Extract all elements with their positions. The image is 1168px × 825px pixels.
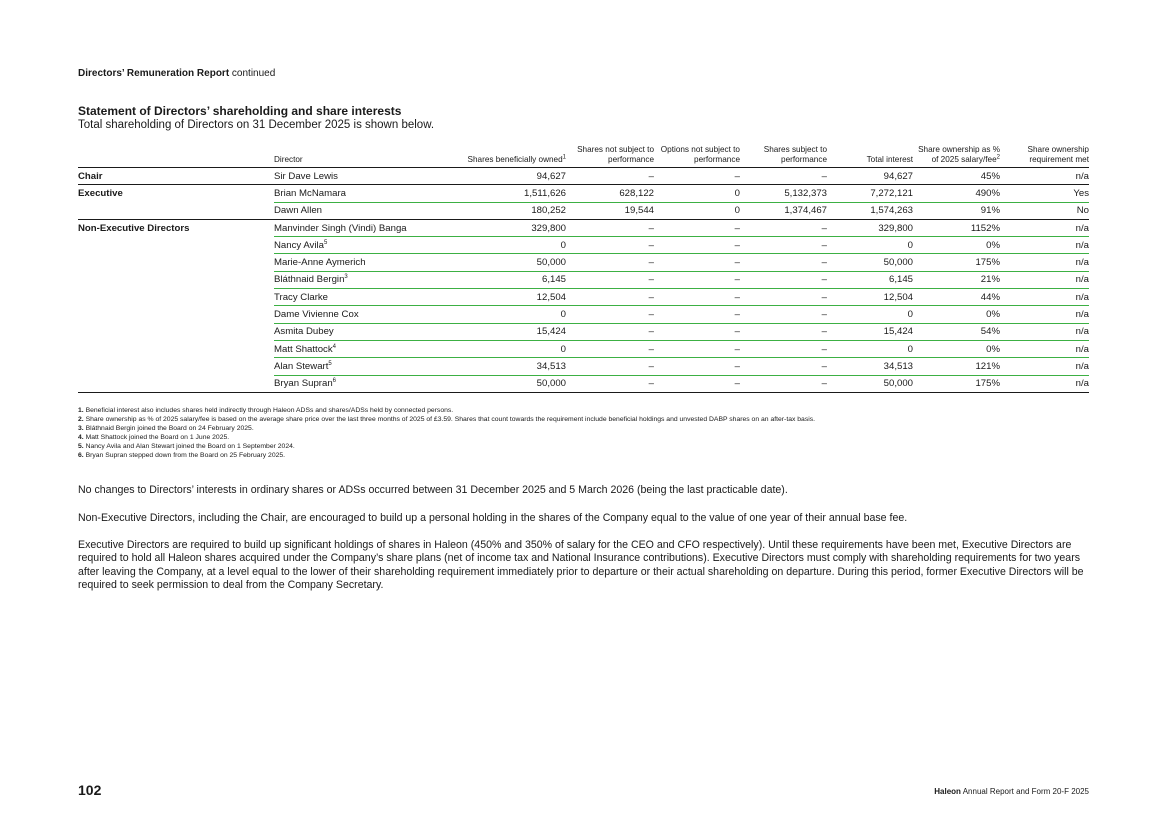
director-name-cell xyxy=(274,219,434,236)
director-name: Marie-Anne Aymerich xyxy=(274,257,366,269)
director-name: Tracy Clarke xyxy=(274,291,329,303)
section-continued: continued xyxy=(229,68,276,79)
beneficial-cell: 50,000 xyxy=(434,254,566,271)
category-cell: Non-Executive Directors xyxy=(78,222,190,234)
col-pct xyxy=(913,136,1000,168)
footnote-number: 1. xyxy=(78,407,84,414)
category-cell xyxy=(78,271,274,288)
pct-cell: 45% xyxy=(913,168,1000,185)
category-cell xyxy=(78,340,274,357)
subject-cell: – xyxy=(740,289,827,306)
director-name-cell xyxy=(274,358,434,375)
director-name: Brian McNamara xyxy=(274,187,346,199)
subject-cell: – xyxy=(740,358,827,375)
director-name: Matt Shattock xyxy=(274,343,333,355)
total-cell: 34,513 xyxy=(827,358,913,375)
total-cell: 0 xyxy=(827,237,913,254)
paragraph-1: No changes to Directors’ interests in ordinary shares or ADSs occurred between 31 December 2025 and 5 March 2026 (being the last practicable date). xyxy=(78,484,788,496)
director-name-cell xyxy=(274,375,434,392)
total-cell: 6,145 xyxy=(827,271,913,288)
category-cell: Executive xyxy=(78,188,123,200)
not-subject-cell: – xyxy=(566,271,654,288)
not-subject-cell: – xyxy=(566,219,654,236)
page-number: 102 xyxy=(78,782,102,798)
footnote xyxy=(78,406,815,415)
footnote-text: Matt Shattock joined the Board on 1 June 2025. xyxy=(85,434,230,442)
col-category xyxy=(78,136,274,168)
footer-brand: Haleon xyxy=(934,787,961,796)
met-cell: n/a xyxy=(1000,323,1089,340)
met-cell: n/a xyxy=(1000,254,1089,271)
table-row xyxy=(78,168,1089,185)
director-name-cell xyxy=(274,185,434,202)
pct-cell: 21% xyxy=(913,271,1000,288)
pct-cell: 175% xyxy=(913,375,1000,392)
footnote xyxy=(78,424,815,433)
not-subject-cell: – xyxy=(566,289,654,306)
subject-cell: – xyxy=(740,271,827,288)
beneficial-cell: 94,627 xyxy=(434,168,566,185)
beneficial-cell: 34,513 xyxy=(434,358,566,375)
not-subject-cell: – xyxy=(566,306,654,323)
table-row xyxy=(78,306,1089,323)
beneficial-cell: 12,504 xyxy=(434,289,566,306)
director-name-cell xyxy=(274,271,434,288)
total-cell: 50,000 xyxy=(827,254,913,271)
pct-cell: 0% xyxy=(913,306,1000,323)
met-cell: n/a xyxy=(1000,306,1089,323)
options-cell: – xyxy=(654,237,740,254)
total-cell: 50,000 xyxy=(827,375,913,392)
options-cell: 0 xyxy=(654,185,740,202)
director-name: Sir Dave Lewis xyxy=(274,170,338,182)
director-name-cell xyxy=(274,289,434,306)
pct-cell: 0% xyxy=(913,237,1000,254)
col-subject: Shares subject to performance xyxy=(763,145,827,164)
subject-cell: 1,374,467 xyxy=(740,202,827,219)
table-row xyxy=(78,375,1089,392)
footnote-number: 4. xyxy=(78,434,84,442)
footnote-text: Share ownership as % of 2025 salary/fee is based on the average share price over the last three months of 2025 of £3.59. Shares that count towards the requirement include beneficial holdings and unvested DABP shares on an after-tax basis. xyxy=(85,416,816,424)
subject-cell: – xyxy=(740,219,827,236)
table-body xyxy=(78,168,1089,393)
footnote-number: 3. xyxy=(78,425,84,433)
met-cell: n/a xyxy=(1000,358,1089,375)
options-cell: – xyxy=(654,254,740,271)
director-name-cell xyxy=(274,254,434,271)
pct-cell: 175% xyxy=(913,254,1000,271)
met-cell: n/a xyxy=(1000,271,1089,288)
footnote-ref: 1 xyxy=(562,153,566,160)
met-cell: n/a xyxy=(1000,219,1089,236)
met-cell: No xyxy=(1000,202,1089,219)
beneficial-cell: 0 xyxy=(434,340,566,357)
beneficial-cell: 0 xyxy=(434,237,566,254)
table-row xyxy=(78,289,1089,306)
subject-cell: – xyxy=(740,375,827,392)
footnote-ref: 2 xyxy=(996,153,1000,160)
category-cell xyxy=(78,323,274,340)
footnotes xyxy=(78,406,815,461)
beneficial-cell: 329,800 xyxy=(434,219,566,236)
paragraph-3: Executive Directors are required to build up significant holdings of shares in Haleon (450% and 350% of salary for the CEO and CFO respectively). Until these requirements have been met, Executive Directors are required to hold all Haleon shares acquired under the Company’s share plans (net of income tax and National Insurance contributions). Executive Directors must comply with shareholding requirements for two years after leaving the Company, at a level equal to the lower of their shareholding requirement immediately prior to departure or their actual shareholding on departure. During this period, former Executive Directors will be required to seek permission to deal from the Company Secretary. xyxy=(78,539,1084,592)
met-cell: n/a xyxy=(1000,340,1089,357)
director-name: Dawn Allen xyxy=(274,205,322,217)
footnote xyxy=(78,433,815,442)
footnote-number: 2. xyxy=(78,416,84,424)
director-name: Asmita Dubey xyxy=(274,326,334,338)
category-cell xyxy=(78,254,274,271)
subject-cell: – xyxy=(740,168,827,185)
table-row xyxy=(78,271,1089,288)
met-cell: n/a xyxy=(1000,375,1089,392)
options-cell: – xyxy=(654,168,740,185)
footnote-text: Bláthnaid Bergin joined the Board on 24 February 2025. xyxy=(85,425,254,433)
pct-cell: 121% xyxy=(913,358,1000,375)
director-name: Nancy Avila xyxy=(274,239,324,251)
director-name-cell xyxy=(274,306,434,323)
category-cell xyxy=(78,358,274,375)
not-subject-cell: – xyxy=(566,323,654,340)
subject-cell: – xyxy=(740,340,827,357)
total-cell: 7,272,121 xyxy=(827,185,913,202)
table-row xyxy=(78,254,1089,271)
col-options: Options not subject to performance xyxy=(660,145,740,164)
pct-cell: 0% xyxy=(913,340,1000,357)
beneficial-cell: 1,511,626 xyxy=(434,185,566,202)
footnote-ref: 4 xyxy=(332,343,336,350)
total-cell: 12,504 xyxy=(827,289,913,306)
options-cell: – xyxy=(654,323,740,340)
not-subject-cell: – xyxy=(566,237,654,254)
shareholding-table xyxy=(78,136,1089,393)
footnote-text: Beneficial interest also includes shares held indirectly through Haleon ADSs and shares/ADSs held by connected persons. xyxy=(85,407,454,414)
table-row xyxy=(78,237,1089,254)
options-cell: – xyxy=(654,271,740,288)
director-name: Dame Vivienne Cox xyxy=(274,309,359,321)
pct-cell: 44% xyxy=(913,289,1000,306)
beneficial-cell: 50,000 xyxy=(434,375,566,392)
footnote-ref: 5 xyxy=(328,360,332,367)
not-subject-cell: 19,544 xyxy=(566,202,654,219)
options-cell: – xyxy=(654,375,740,392)
statement-title: Statement of Directors’ shareholding and share interests xyxy=(78,104,402,118)
total-cell: 1,574,263 xyxy=(827,202,913,219)
director-name: Bryan Supran xyxy=(274,378,333,390)
col-not-subject: Shares not subject to performance xyxy=(577,145,654,164)
pct-cell: 54% xyxy=(913,323,1000,340)
total-cell: 0 xyxy=(827,306,913,323)
pct-cell: 490% xyxy=(913,185,1000,202)
subject-cell: – xyxy=(740,323,827,340)
footer-text: Annual Report and Form 20-F 2025 xyxy=(960,787,1089,796)
beneficial-cell: 6,145 xyxy=(434,271,566,288)
statement-subtitle: Total shareholding of Directors on 31 December 2025 is shown below. xyxy=(78,119,435,131)
footnote-ref: 3 xyxy=(344,274,348,281)
met-cell: n/a xyxy=(1000,168,1089,185)
footnote xyxy=(78,415,815,424)
col-met: Share ownership requirement met xyxy=(1027,145,1089,164)
col-total: Total interest xyxy=(866,154,913,164)
director-name: Bláthnaid Bergin xyxy=(274,274,345,286)
col-beneficial-label: Shares beneficially owned xyxy=(467,154,563,164)
table-row xyxy=(78,323,1089,340)
category-cell xyxy=(78,237,274,254)
table-header-row xyxy=(78,136,1089,168)
options-cell: – xyxy=(654,340,740,357)
not-subject-cell: 628,122 xyxy=(566,185,654,202)
beneficial-cell: 15,424 xyxy=(434,323,566,340)
table-row xyxy=(78,340,1089,357)
table-row xyxy=(78,185,1089,202)
options-cell: – xyxy=(654,219,740,236)
subject-cell: – xyxy=(740,254,827,271)
director-name: Alan Stewart xyxy=(274,360,329,372)
table-row xyxy=(78,358,1089,375)
director-name-cell xyxy=(274,323,434,340)
subject-cell: – xyxy=(740,306,827,323)
paragraph-2: Non-Executive Directors, including the Chair, are encouraged to build up a personal holding in the shares of the Company equal to the value of one year of their annual base fee. xyxy=(78,512,908,524)
table-row xyxy=(78,219,1089,236)
total-cell: 15,424 xyxy=(827,323,913,340)
col-director: Director xyxy=(274,154,303,164)
section-header xyxy=(78,68,275,79)
total-cell: 0 xyxy=(827,340,913,357)
col-pct-label: Share ownership as % of 2025 salary/fee xyxy=(918,145,1000,164)
pct-cell: 1152% xyxy=(913,219,1000,236)
total-cell: 94,627 xyxy=(827,168,913,185)
footnote xyxy=(78,451,815,460)
footnote-ref: 6 xyxy=(332,378,337,385)
not-subject-cell: – xyxy=(566,254,654,271)
not-subject-cell: – xyxy=(566,340,654,357)
col-beneficial xyxy=(434,136,566,168)
director-name: Manvinder Singh (Vindi) Banga xyxy=(274,222,407,234)
footnote-number: 6. xyxy=(78,452,84,460)
director-name-cell xyxy=(274,168,434,185)
footnote-number: 5. xyxy=(78,443,84,451)
beneficial-cell: 0 xyxy=(434,306,566,323)
footnote-text: Nancy Avila and Alan Stewart joined the Board on 1 September 2024. xyxy=(85,443,295,451)
category-cell xyxy=(78,202,274,219)
not-subject-cell: – xyxy=(566,168,654,185)
category-cell xyxy=(78,375,274,392)
met-cell: Yes xyxy=(1000,185,1089,202)
subject-cell: 5,132,373 xyxy=(740,185,827,202)
director-name-cell xyxy=(274,202,434,219)
options-cell: – xyxy=(654,306,740,323)
footnote-ref: 5 xyxy=(323,239,328,246)
page-footer xyxy=(934,787,1089,796)
options-cell: – xyxy=(654,358,740,375)
met-cell: n/a xyxy=(1000,289,1089,306)
section-name: Directors’ Remuneration Report xyxy=(78,68,230,79)
beneficial-cell: 180,252 xyxy=(434,202,566,219)
not-subject-cell: – xyxy=(566,375,654,392)
footnote xyxy=(78,442,815,451)
options-cell: 0 xyxy=(654,202,740,219)
director-name-cell xyxy=(274,340,434,357)
director-name-cell xyxy=(274,237,434,254)
category-cell xyxy=(78,306,274,323)
total-cell: 329,800 xyxy=(827,219,913,236)
table-row xyxy=(78,202,1089,219)
not-subject-cell: – xyxy=(566,358,654,375)
options-cell: – xyxy=(654,289,740,306)
pct-cell: 91% xyxy=(913,202,1000,219)
category-cell: Chair xyxy=(78,168,274,185)
footnote-text: Bryan Supran stepped down from the Board on 25 February 2025. xyxy=(85,452,286,460)
subject-cell: – xyxy=(740,237,827,254)
category-cell xyxy=(78,289,274,306)
met-cell: n/a xyxy=(1000,237,1089,254)
